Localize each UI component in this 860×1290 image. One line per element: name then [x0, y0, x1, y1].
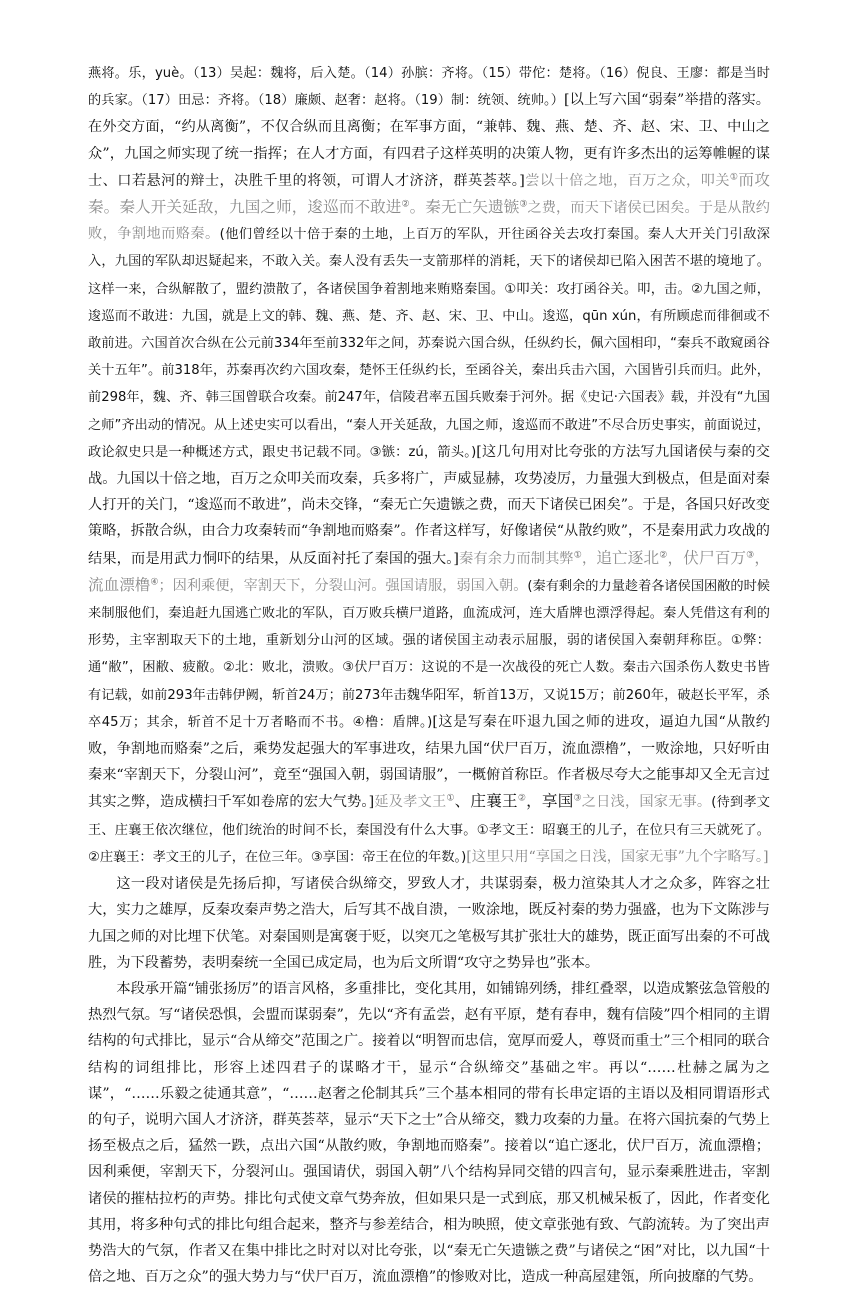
original-text: ；因利乘便，宰割天下，分裂山河。强国请服，弱国入朝。	[158, 577, 528, 594]
footnote-marker: ③	[573, 793, 582, 804]
footnote-marker: ④	[150, 577, 159, 588]
commentary-text: 本段承开篇“铺张扬厉”的语言风格，多重排比，变化其用，如铺锦列绣，排红叠翠，以造成繁弦急管般的热烈气氛。写“诸侯恐惧，会盟而谋弱秦”，先以“齐有孟尝，赵有平原，楚有春申，魏有信陵”四个相同的主谓结构的句式排比，显示“合从缔交”范围之广。接着以“明智而忠信，宽厚而爱人，尊贤而重士”三个相同的联合结构的词组排比，形容上述四君子的谋略才干，显示“合纵缔交”基础之牢。再以“……杜赫之属为之谋”，“……乐毅之徒通其意”，“……赵奢之伦制其兵”三个基本相同的带有长串定语的主语以及相同谓语形式的句子，说明六国人才济济，群英荟萃，显示“天下之士”合从缔交，戮力攻秦的力量。在将六国抗秦的气势上扬至极点之后，猛然一跌，点出六国“从散约败，争割地而赂秦”。接着以“追亡逐北，伏尸百万，流血漂橹；因利乘便，宰割天下，分裂河山。强国请伏，弱国入朝”八个结构异同交错的四言句，显示秦乘胜进击，宰割诸侯的摧枯拉朽的声势。排比句式使文章气势奔放，但如果只是一式到底，那又机械呆板了，因此，作者变化其用，将多种句式的排比句组合起来，整齐与参差结合，相为映照，使文章张弛有致、气韵流转。为了突出声势浩大的气氛，作者又在集中排比之时对以对比夸张，以“秦无亡矢遗镞之费”与诸侯之“困”对比，以九国“十倍之地、百万之众”的强大势力与“伏尸百万，流血漂橹”的惨败对比，造成一种高屋建瓴，所向披靡的气势。	[88, 980, 770, 1286]
original-text: 追亡逐北	[596, 548, 660, 567]
original-text: 秦有余力而制其弊	[458, 550, 574, 567]
translation-note: (待到孝文王、庄襄王依次继位，他们统治的时间不长，秦国没有什么大事。①孝文王：昭襄王的儿子，在位只有三天就死了。②庄襄王：孝文王的儿子，在位三年。③享国：帝王在位的年数。)	[88, 795, 770, 865]
original-text: ，享国	[526, 792, 574, 811]
original-text: 。秦无亡矢遗镞	[409, 198, 520, 217]
footnote-marker: ②	[659, 549, 668, 560]
original-text: ，伏尸百万	[667, 548, 747, 567]
original-text: 延及孝文王	[374, 794, 447, 811]
footnote-marker: ③	[746, 549, 755, 560]
footnote-marker: ③	[519, 199, 528, 210]
translation-note: (秦有剩余的力量趁着各诸侯国困敝的时候来制服他们，秦追赶九国逃亡败北的军队，百万败兵横尸道路，血流成河，连大盾牌也漂浮得起。秦人凭借这有利的形势，主宰割取天下的土地，重新划分山河的区域。强的诸侯国主动表示屈服，弱的诸侯国入秦朝拜称臣。①弊：通“敝”，困敝、疲敝。②北：败北，溃败。③伏尸百万：这说的不是一次战役的死亡人数。秦击六国杀伤人数史书皆有记载，如前293年击韩伊阙，斩首24万；前273年击魏华阳军，斩首13万，又说15万；前260年，破赵长平军，杀卒45万；其余，斩首不足十万者略而不书。④橹：盾牌。)	[88, 578, 770, 730]
footnote-marker: ②	[517, 793, 527, 804]
commentary-text: [这几句用对比夸张的方法写九国诸侯与秦的交战。九国以十倍之地，百万之众叩关而攻秦，兵多将广，声威显赫，攻势凌厉，力量强大到极点，但是面对秦人打开的关门，“逡巡而不敢进”，尚未交锋，“秦无亡矢遗镞之费，而天下诸侯已困矣”。于是，各国只好改变策略，拆散合纵，由合力攻秦转而“争割地而赂秦”。作者这样写，好像诸侯“从散约败”，不是秦用武力攻战的结果，而是用武力恫吓的结果，从反面衬托了秦国的强大。]	[88, 443, 770, 567]
footnote-marker: ①	[573, 549, 582, 560]
annotated-passage-paragraph	[88, 60, 770, 871]
commentary-paragraph-1	[88, 871, 770, 976]
original-text: ，	[581, 550, 597, 567]
translation-note: 燕将。乐，yuè。（13）吴起：魏将，后入楚。（14）孙膑：齐将。（15）带佗：楚将。（16）倪良、王廖：都是当时的兵家。（17）田忌：齐将。（18）廉颇、赵奢：赵将。（19）制：统领、统帅。）	[88, 66, 770, 109]
commentary-text: 这一段对诸侯是先扬后抑，写诸侯合纵缔交，罗致人才，共谋弱秦，极力渲染其人才之众多，阵容之壮大，实力之雄厚，反秦攻秦声势之浩大，后写其不战自溃，一败涂地，既反衬秦的势力强盛，也为下文陈涉与九国之师的对比埋下伏笔。对秦国则是寓褒于贬，以突兀之笔极写其扩张壮大的雄势，既正面写出秦的不可战胜，为下段蓄势，表明秦统一全国已成定局，也为后文所谓“攻守之势异也”张本。	[88, 876, 770, 971]
commentary-paragraph-2	[88, 976, 770, 1290]
original-text: ，流血漂橹	[88, 548, 770, 594]
original-text: 、庄襄王	[454, 792, 518, 811]
footnote-marker: ①	[729, 172, 739, 183]
commentary-text: [这是写秦在吓退九国之师的进攻，逼迫九国“从散约败，争割地而赂秦”之后，乘势发起强大的军事进攻，结果九国“伏尸百万，流血漂橹”，一败涂地，只好听由秦来“宰割天下，分裂山河”，竟至“强国入朝，弱国请服”，一概俯首称臣。作者极尽夸大之能事却又全无言过其实之弊，造成横扫千军如卷席的宏大气势。]	[88, 713, 770, 811]
footnote-marker: ①	[446, 793, 455, 804]
footnote-marker: ②	[401, 199, 410, 210]
original-text: 而攻秦。秦人开关延敌，九国之师，逡巡而不敢进	[88, 170, 770, 217]
original-text: 尝以十倍之地，百万之众，叩关	[524, 172, 730, 189]
original-text: 之费，而天下诸侯已困矣。于是从散约败，争割地而赂秦。	[88, 200, 770, 243]
document-page	[88, 60, 770, 1290]
original-text: [这里只用“享国之日浅，国家无事”九个字略写。]	[466, 848, 769, 865]
original-text: 之日浅，国家无事。	[581, 794, 712, 811]
commentary-text: [以上写六国“弱秦”举措的落实。在外交方面，“约从离衡”，不仅合纵而且离衡；在军事方面，“兼韩、魏、燕、楚、齐、赵、宋、卫、中山之众”，九国之师实现了统一指挥；在人才方面，有四君子这样英明的决策人物，更有许多杰出的运筹帷幄的谋士、口若悬河的辩士，决胜千里的将领，可谓人才济济，群英荟萃。]	[88, 92, 770, 189]
translation-note: (他们曾经以十倍于秦的土地，上百万的军队，开往函谷关去攻打秦国。秦人大开关门引敌深入，九国的军队却迟疑起来，不敢入关。秦人没有丢失一支箭那样的消耗，天下的诸侯却已陷入困苦不堪的境地了。这样一来，合纵解散了，盟约溃散了，各诸侯国争着割地来贿赂秦国。①叩关：攻打函谷关。叩，击。②九国之师，逡巡而不敢进：九国，就是上文的韩、魏、燕、楚、齐、赵、宋、卫、中山。逡巡，qūn xún，有所顾虑而徘徊或不敢前进。六国首次合纵在公元前334年至前332年之间，苏秦说六国合纵，任纵约长，佩六国相印，“秦兵不敢窥函谷关十五年”。前318年，苏秦再次约六国攻秦，楚怀王任纵约长，至函谷关，秦出兵击六国，六国皆引兵而归。此外，前298年，魏、齐、韩三国曾联合攻秦。前247年，信陵君率五国兵败秦于河外。据《史记·六国表》载，并没有“九国之师”齐出动的情况。从上述史实可以看出，“秦人开关延敌，九国之师，逡巡而不敢进”不尽合历史事实，前面说过，政论叙史只是一种概述方式，跟史书记载不同。③镞：zú，箭头。)	[88, 227, 770, 460]
